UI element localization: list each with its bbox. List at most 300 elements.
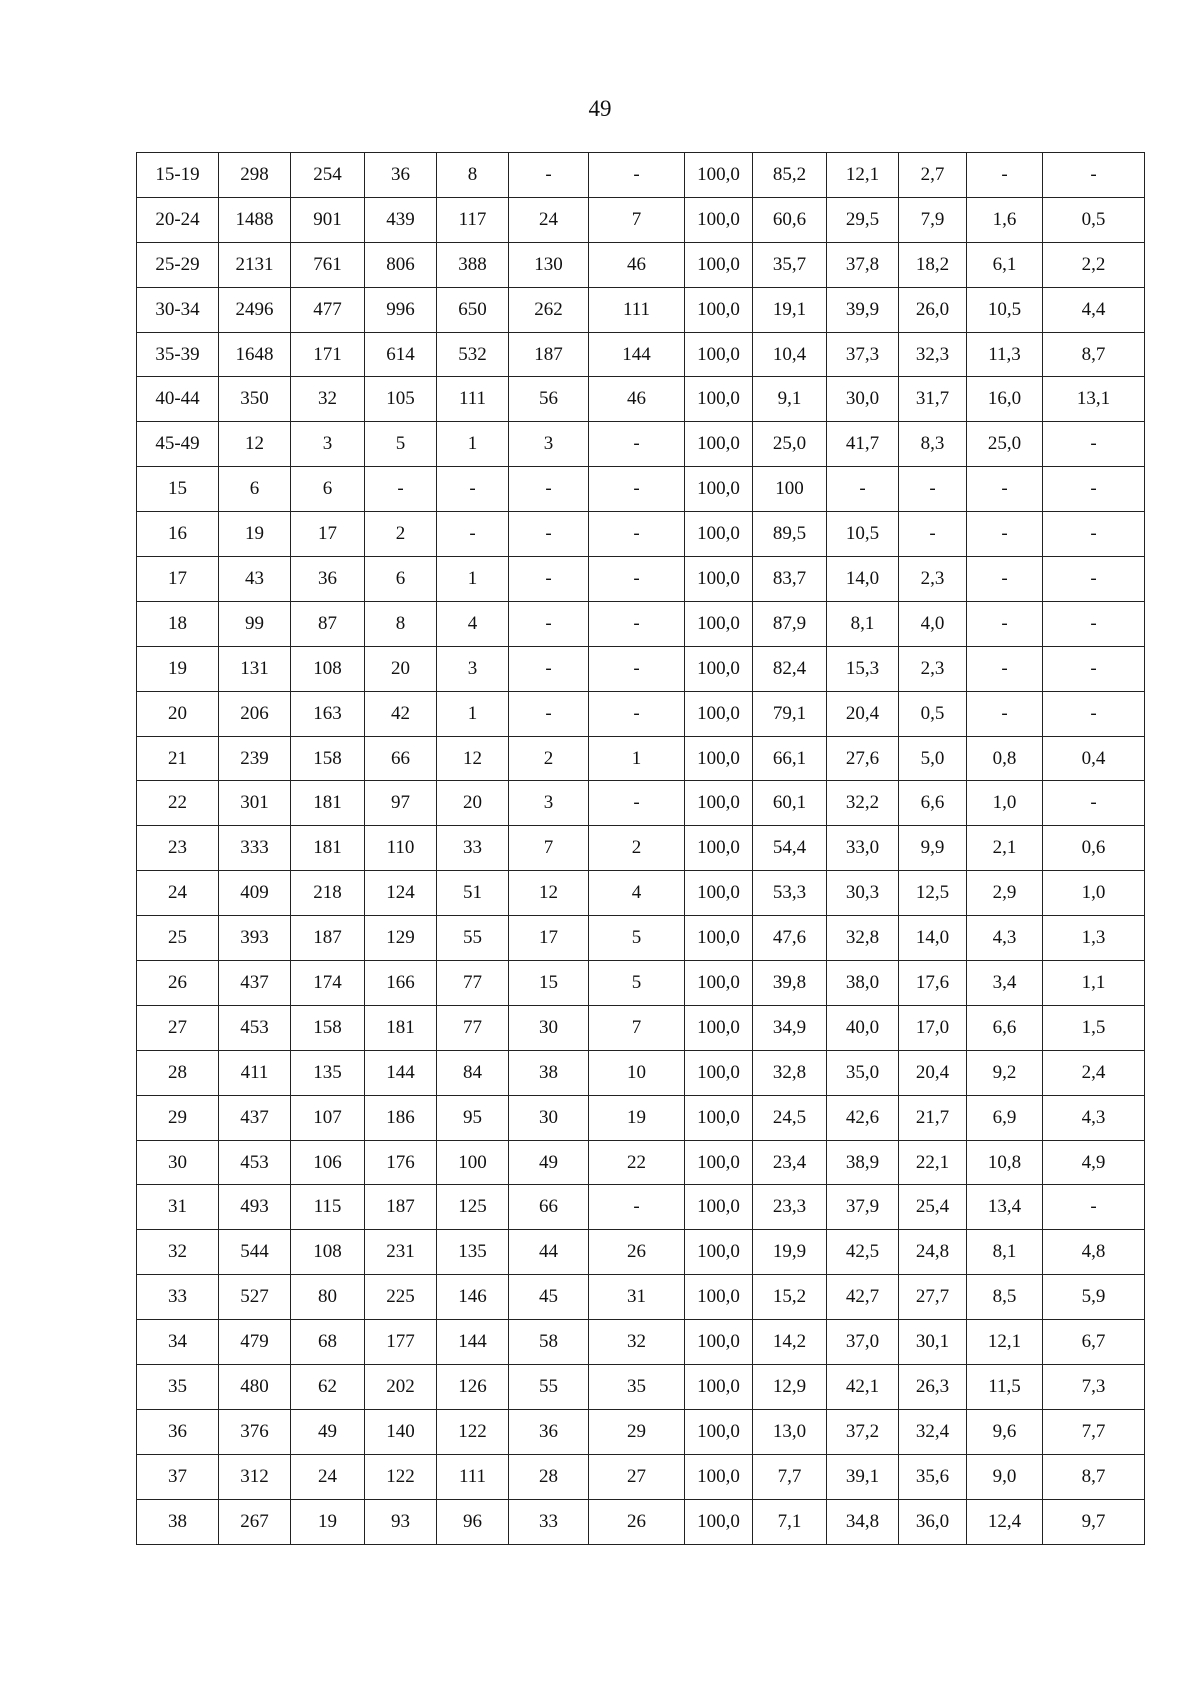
table-cell: 49 <box>509 1140 589 1185</box>
table-cell: - <box>1043 781 1145 826</box>
table-cell: 144 <box>589 332 685 377</box>
table-cell: 37,9 <box>827 1185 899 1230</box>
table-cell: 8,5 <box>967 1275 1043 1320</box>
table-cell: 31,7 <box>899 377 967 422</box>
table-cell: 46 <box>589 242 685 287</box>
table-cell: - <box>589 422 685 467</box>
table-cell: - <box>827 467 899 512</box>
row-label-cell: 31 <box>137 1185 219 1230</box>
table-cell: - <box>1043 153 1145 198</box>
table-cell: 100,0 <box>685 646 753 691</box>
table-cell: 806 <box>365 242 437 287</box>
table-cell: 42 <box>365 691 437 736</box>
table-row <box>137 691 1145 736</box>
table-cell: 54,4 <box>753 826 827 871</box>
table-cell: 10,5 <box>967 287 1043 332</box>
table-row <box>137 1095 1145 1140</box>
table-row <box>137 242 1145 287</box>
table-row <box>137 1499 1145 1544</box>
table-cell: 83,7 <box>753 557 827 602</box>
row-label-cell: 37 <box>137 1454 219 1499</box>
table-cell: 14,2 <box>753 1320 827 1365</box>
table-cell: 32,2 <box>827 781 899 826</box>
table-cell: - <box>589 646 685 691</box>
table-cell: 15,2 <box>753 1275 827 1320</box>
table-cell: 100,0 <box>685 1275 753 1320</box>
table-cell: - <box>589 153 685 198</box>
table-cell: 100,0 <box>685 1320 753 1365</box>
table-cell: 117 <box>437 197 509 242</box>
table-cell: 2,3 <box>899 646 967 691</box>
row-label-cell: 36 <box>137 1409 219 1454</box>
table-row <box>137 916 1145 961</box>
table-cell: 301 <box>219 781 291 826</box>
table-cell: 13,1 <box>1043 377 1145 422</box>
table-cell: 37,8 <box>827 242 899 287</box>
table-cell: 0,4 <box>1043 736 1145 781</box>
table-cell: 107 <box>291 1095 365 1140</box>
table-cell: 3 <box>509 422 589 467</box>
table-cell: 5 <box>365 422 437 467</box>
table-cell: 66,1 <box>753 736 827 781</box>
table-cell: 614 <box>365 332 437 377</box>
table-cell: 24 <box>291 1454 365 1499</box>
table-cell: 42,7 <box>827 1275 899 1320</box>
table-cell: 6,1 <box>967 242 1043 287</box>
table-cell: 2,2 <box>1043 242 1145 287</box>
table-cell: 38,0 <box>827 961 899 1006</box>
table-cell: - <box>967 512 1043 557</box>
table-cell: 35,6 <box>899 1454 967 1499</box>
table-cell: 27 <box>589 1454 685 1499</box>
table-cell: 7,9 <box>899 197 967 242</box>
table-cell: 19 <box>291 1499 365 1544</box>
table-cell: 87 <box>291 601 365 646</box>
table-cell: 40,0 <box>827 1005 899 1050</box>
table-cell: 761 <box>291 242 365 287</box>
table-cell: 111 <box>437 377 509 422</box>
table-cell: 12,1 <box>967 1320 1043 1365</box>
table-cell: 1,5 <box>1043 1005 1145 1050</box>
row-label-cell: 26 <box>137 961 219 1006</box>
table-cell: 2 <box>589 826 685 871</box>
table-cell: 89,5 <box>753 512 827 557</box>
table-cell: 8,7 <box>1043 1454 1145 1499</box>
table-cell: 7,7 <box>753 1454 827 1499</box>
table-cell: 95 <box>437 1095 509 1140</box>
table-cell: - <box>899 512 967 557</box>
table-cell: - <box>509 153 589 198</box>
table-cell: 4,8 <box>1043 1230 1145 1275</box>
table-cell: 100,0 <box>685 1409 753 1454</box>
table-cell: 36 <box>291 557 365 602</box>
table-row <box>137 781 1145 826</box>
table-cell: 100,0 <box>685 1185 753 1230</box>
table-cell: 100 <box>437 1140 509 1185</box>
table-cell: 27,7 <box>899 1275 967 1320</box>
table-cell: 46 <box>589 377 685 422</box>
table-cell: 176 <box>365 1140 437 1185</box>
table-cell: 9,7 <box>1043 1499 1145 1544</box>
table-cell: - <box>1043 691 1145 736</box>
table-row <box>137 332 1145 377</box>
table-row <box>137 1230 1145 1275</box>
table-cell: 38,9 <box>827 1140 899 1185</box>
row-label-cell: 35-39 <box>137 332 219 377</box>
table-cell: 100,0 <box>685 691 753 736</box>
table-cell: 13,4 <box>967 1185 1043 1230</box>
table-cell: 6 <box>291 467 365 512</box>
row-label-cell: 24 <box>137 871 219 916</box>
table-cell: 376 <box>219 1409 291 1454</box>
row-label-cell: 33 <box>137 1275 219 1320</box>
table-cell: 105 <box>365 377 437 422</box>
table-cell: 650 <box>437 287 509 332</box>
table-cell: 100,0 <box>685 826 753 871</box>
table-row <box>137 1320 1145 1365</box>
table-row <box>137 512 1145 557</box>
table-cell: 20,4 <box>899 1050 967 1095</box>
table-cell: 2,3 <box>899 557 967 602</box>
table-cell: 51 <box>437 871 509 916</box>
row-label-cell: 21 <box>137 736 219 781</box>
table-cell: - <box>589 557 685 602</box>
table-cell: 37,0 <box>827 1320 899 1365</box>
table-cell: 82,4 <box>753 646 827 691</box>
row-label-cell: 30-34 <box>137 287 219 332</box>
table-cell: 20,4 <box>827 691 899 736</box>
table-cell: 130 <box>509 242 589 287</box>
table-cell: 42,1 <box>827 1365 899 1410</box>
table-cell: 12 <box>219 422 291 467</box>
table-cell: 108 <box>291 1230 365 1275</box>
table-row <box>137 287 1145 332</box>
table-cell: 32 <box>589 1320 685 1365</box>
row-label-cell: 17 <box>137 557 219 602</box>
table-cell: 2 <box>365 512 437 557</box>
table-cell: 26 <box>589 1230 685 1275</box>
table-cell: 39,1 <box>827 1454 899 1499</box>
table-row <box>137 601 1145 646</box>
table-cell: 6,6 <box>967 1005 1043 1050</box>
data-table <box>136 152 1145 1545</box>
table-cell: 26,3 <box>899 1365 967 1410</box>
table-cell: 49 <box>291 1409 365 1454</box>
row-label-cell: 18 <box>137 601 219 646</box>
table-cell: 122 <box>437 1409 509 1454</box>
table-cell: 1,0 <box>1043 871 1145 916</box>
table-cell: 26 <box>589 1499 685 1544</box>
table-cell: 22,1 <box>899 1140 967 1185</box>
table-cell: 47,6 <box>753 916 827 961</box>
table-cell: 158 <box>291 736 365 781</box>
table-cell: 9,6 <box>967 1409 1043 1454</box>
table-cell: 100,0 <box>685 332 753 377</box>
table-cell: 388 <box>437 242 509 287</box>
table-cell: 3 <box>437 646 509 691</box>
row-label-cell: 15 <box>137 467 219 512</box>
table-cell: 125 <box>437 1185 509 1230</box>
table-cell: 3 <box>509 781 589 826</box>
table-cell: 298 <box>219 153 291 198</box>
table-cell: 35 <box>589 1365 685 1410</box>
table-row <box>137 1365 1145 1410</box>
table-cell: 140 <box>365 1409 437 1454</box>
table-cell: 163 <box>291 691 365 736</box>
table-cell: 11,5 <box>967 1365 1043 1410</box>
table-cell: 19,1 <box>753 287 827 332</box>
table-cell: 25,4 <box>899 1185 967 1230</box>
table-cell: 100,0 <box>685 377 753 422</box>
row-label-cell: 27 <box>137 1005 219 1050</box>
table-cell: 6 <box>219 467 291 512</box>
table-cell: 19 <box>589 1095 685 1140</box>
table-cell: 12,5 <box>899 871 967 916</box>
table-cell: 333 <box>219 826 291 871</box>
table-cell: 38 <box>509 1050 589 1095</box>
table-cell: 409 <box>219 871 291 916</box>
table-cell: 115 <box>291 1185 365 1230</box>
table-cell: 30 <box>509 1005 589 1050</box>
table-cell: 453 <box>219 1140 291 1185</box>
table-cell: 158 <box>291 1005 365 1050</box>
table-cell: 36 <box>365 153 437 198</box>
row-label-cell: 22 <box>137 781 219 826</box>
table-cell: 99 <box>219 601 291 646</box>
table-cell: 25,0 <box>753 422 827 467</box>
table-cell: 35,0 <box>827 1050 899 1095</box>
table-cell: 84 <box>437 1050 509 1095</box>
table-cell: 100,0 <box>685 961 753 1006</box>
table-cell: 33,0 <box>827 826 899 871</box>
table-cell: 6 <box>365 557 437 602</box>
table-cell: 100,0 <box>685 512 753 557</box>
table-cell: - <box>509 557 589 602</box>
table-cell: 42,5 <box>827 1230 899 1275</box>
table-cell: 4,4 <box>1043 287 1145 332</box>
table-cell: 5 <box>589 961 685 1006</box>
table-cell: 135 <box>291 1050 365 1095</box>
table-cell: 267 <box>219 1499 291 1544</box>
table-row <box>137 422 1145 467</box>
table-row <box>137 871 1145 916</box>
table-cell: 411 <box>219 1050 291 1095</box>
table-cell: 28 <box>509 1454 589 1499</box>
table-cell: 19,9 <box>753 1230 827 1275</box>
table-cell: 166 <box>365 961 437 1006</box>
table-cell: 12,4 <box>967 1499 1043 1544</box>
table-cell: 23,3 <box>753 1185 827 1230</box>
table-cell: - <box>509 691 589 736</box>
table-row <box>137 1275 1145 1320</box>
table-cell: - <box>1043 1185 1145 1230</box>
table-row <box>137 467 1145 512</box>
table-cell: 9,1 <box>753 377 827 422</box>
table-cell: 27,6 <box>827 736 899 781</box>
table-cell: 17 <box>509 916 589 961</box>
table-row <box>137 1454 1145 1499</box>
table-cell: 14,0 <box>899 916 967 961</box>
table-cell: 527 <box>219 1275 291 1320</box>
table-cell: 111 <box>589 287 685 332</box>
table-cell: 34,9 <box>753 1005 827 1050</box>
table-cell: 312 <box>219 1454 291 1499</box>
table-cell: 100,0 <box>685 1005 753 1050</box>
table-cell: 174 <box>291 961 365 1006</box>
table-cell: 77 <box>437 1005 509 1050</box>
table-cell: 2 <box>509 736 589 781</box>
table-cell: 24,8 <box>899 1230 967 1275</box>
table-cell: 77 <box>437 961 509 1006</box>
table-cell: 30,1 <box>899 1320 967 1365</box>
table-cell: 100,0 <box>685 1454 753 1499</box>
table-cell: 12,1 <box>827 153 899 198</box>
table-cell: 53,3 <box>753 871 827 916</box>
table-cell: 87,9 <box>753 601 827 646</box>
table-cell: 1488 <box>219 197 291 242</box>
table-cell: 35,7 <box>753 242 827 287</box>
table-cell: 15,3 <box>827 646 899 691</box>
table-cell: - <box>1043 557 1145 602</box>
table-cell: - <box>509 512 589 557</box>
table-cell: 5,0 <box>899 736 967 781</box>
table-cell: 181 <box>365 1005 437 1050</box>
table-cell: 31 <box>589 1275 685 1320</box>
table-cell: 1648 <box>219 332 291 377</box>
table-cell: 13,0 <box>753 1409 827 1454</box>
table-cell: 24,5 <box>753 1095 827 1140</box>
table-cell: 9,9 <box>899 826 967 871</box>
table-cell: 7,7 <box>1043 1409 1145 1454</box>
table-cell: 187 <box>291 916 365 961</box>
row-label-cell: 19 <box>137 646 219 691</box>
table-cell: 477 <box>291 287 365 332</box>
table-cell: 17,6 <box>899 961 967 1006</box>
table-cell: - <box>365 467 437 512</box>
table-cell: 1,6 <box>967 197 1043 242</box>
row-label-cell: 38 <box>137 1499 219 1544</box>
table-cell: 437 <box>219 961 291 1006</box>
table-cell: 100,0 <box>685 781 753 826</box>
table-cell: 187 <box>365 1185 437 1230</box>
row-label-cell: 20-24 <box>137 197 219 242</box>
table-cell: 10,4 <box>753 332 827 377</box>
table-cell: 0,8 <box>967 736 1043 781</box>
table-cell: 20 <box>365 646 437 691</box>
table-cell: 393 <box>219 916 291 961</box>
table-cell: 177 <box>365 1320 437 1365</box>
table-row <box>137 1185 1145 1230</box>
table-cell: 30,3 <box>827 871 899 916</box>
table-cell: 8 <box>365 601 437 646</box>
table-cell: - <box>589 691 685 736</box>
table-cell: 39,8 <box>753 961 827 1006</box>
table-cell: 106 <box>291 1140 365 1185</box>
table-cell: 26,0 <box>899 287 967 332</box>
table-cell: 100,0 <box>685 916 753 961</box>
table-cell: 6,7 <box>1043 1320 1145 1365</box>
table-cell: 9,0 <box>967 1454 1043 1499</box>
table-cell: - <box>1043 646 1145 691</box>
table-cell: 10,5 <box>827 512 899 557</box>
table-row <box>137 557 1145 602</box>
table-cell: 96 <box>437 1499 509 1544</box>
table-body <box>137 153 1145 1545</box>
table-cell: 5,9 <box>1043 1275 1145 1320</box>
table-cell: - <box>967 153 1043 198</box>
table-cell: 146 <box>437 1275 509 1320</box>
table-cell: 24 <box>509 197 589 242</box>
table-cell: 8,7 <box>1043 332 1145 377</box>
table-cell: 11,3 <box>967 332 1043 377</box>
table-cell: 186 <box>365 1095 437 1140</box>
table-cell: 12 <box>509 871 589 916</box>
table-cell: 0,6 <box>1043 826 1145 871</box>
table-cell: 100,0 <box>685 287 753 332</box>
table-cell: 6,9 <box>967 1095 1043 1140</box>
table-cell: 21,7 <box>899 1095 967 1140</box>
table-cell: 66 <box>509 1185 589 1230</box>
table-cell: 4,9 <box>1043 1140 1145 1185</box>
table-cell: 4 <box>589 871 685 916</box>
table-cell: 100,0 <box>685 197 753 242</box>
table-cell: 25,0 <box>967 422 1043 467</box>
table-cell: 32,8 <box>827 916 899 961</box>
table-cell: 2,4 <box>1043 1050 1145 1095</box>
table-cell: 6,6 <box>899 781 967 826</box>
table-cell: 66 <box>365 736 437 781</box>
table-cell: 32,3 <box>899 332 967 377</box>
table-cell: 1 <box>589 736 685 781</box>
table-cell: - <box>589 512 685 557</box>
table-cell: 14,0 <box>827 557 899 602</box>
table-cell: - <box>967 557 1043 602</box>
table-cell: 18,2 <box>899 242 967 287</box>
table-cell: 8,1 <box>827 601 899 646</box>
table-cell: 7 <box>589 1005 685 1050</box>
row-label-cell: 15-19 <box>137 153 219 198</box>
table-cell: 100,0 <box>685 736 753 781</box>
table-cell: 131 <box>219 646 291 691</box>
table-cell: 100,0 <box>685 1095 753 1140</box>
table-cell: 29 <box>589 1409 685 1454</box>
table-row <box>137 1409 1145 1454</box>
table-cell: 60,1 <box>753 781 827 826</box>
row-label-cell: 25 <box>137 916 219 961</box>
table-cell: 32,8 <box>753 1050 827 1095</box>
table-cell: 3,4 <box>967 961 1043 1006</box>
table-cell: 100,0 <box>685 601 753 646</box>
table-cell: 1,3 <box>1043 916 1145 961</box>
table-cell: 439 <box>365 197 437 242</box>
table-cell: 7 <box>509 826 589 871</box>
table-cell: 45 <box>509 1275 589 1320</box>
table-cell: 58 <box>509 1320 589 1365</box>
table-cell: 108 <box>291 646 365 691</box>
table-cell: 30 <box>509 1095 589 1140</box>
table-cell: 901 <box>291 197 365 242</box>
table-cell: 2,9 <box>967 871 1043 916</box>
table-row <box>137 1140 1145 1185</box>
table-cell: - <box>589 1185 685 1230</box>
row-label-cell: 16 <box>137 512 219 557</box>
table-cell: - <box>967 691 1043 736</box>
table-cell: - <box>509 601 589 646</box>
table-cell: 10,8 <box>967 1140 1043 1185</box>
table-cell: 8 <box>437 153 509 198</box>
table-cell: 5 <box>589 916 685 961</box>
table-cell: 126 <box>437 1365 509 1410</box>
